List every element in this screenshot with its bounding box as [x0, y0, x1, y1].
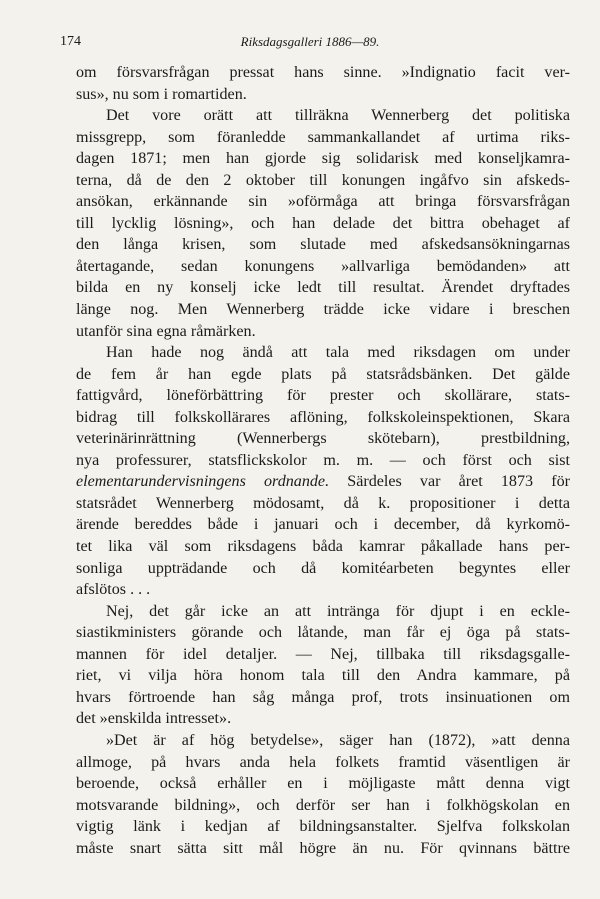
text-line: hvars förtroende han såg många prof, trots insinuationen om	[76, 688, 570, 706]
text-line: siastikministers görande och låtande, man får ej öga på stats-	[76, 624, 570, 642]
text-line: utanför sina egna råmärken.	[76, 322, 256, 340]
text-line: sus», nu som i romartiden.	[76, 85, 247, 103]
text-line: beroende, också erhåller en i möjligaste mått denna vigt	[76, 775, 570, 793]
text-line: om försvarsfrågan pressat hans sinne. »Indignatio facit ver-	[76, 64, 570, 81]
text-line: länge nog. Men Wennerberg trädde icke vidare i breschen	[76, 301, 570, 319]
page-header	[60, 34, 560, 56]
text-line: missgrepp, som föranledde sammankallandet af urtima riks-	[76, 128, 570, 146]
text-line: ärende bereddes både i januari och i december, då kyrkomö-	[76, 516, 570, 534]
text-line: nya professurer, statsflickskolor m. m. — och först och sist	[76, 451, 570, 469]
text-line: sonliga uppträdande och då komitéarbeten begyntes eller	[76, 559, 570, 577]
page-number: 174	[60, 34, 81, 49]
text-line: afslötos . . .	[76, 581, 151, 599]
text-line: vigtig länk i kedjan af bildningsanstalter. Sjelfva folkskolan	[76, 818, 570, 836]
text-line: allmoge, på hvars anda hela folkets framtid väsentligen är	[76, 753, 570, 771]
text-line: riet, vi vilja höra honom tala till den Andra kammare, på	[76, 667, 570, 685]
body-text	[76, 62, 570, 859]
text-line: veterinärinrättning (Wennerbergs skötebarn), prestbildning,	[76, 430, 570, 448]
text-line: den långa krisen, som slutade med afskedsansökningarnas	[76, 236, 570, 254]
text-line: motsvarande bildning», och derför ser han i folkhögskolan en	[76, 796, 570, 814]
emphasis-text: elementarundervisningens ordnande.	[76, 473, 330, 491]
text-line: terna, då de den 2 oktober till konungen ingåfvo sin afskeds-	[76, 171, 570, 189]
text-line: fattigvård, löneförbättring för prester och skollärare, stats-	[76, 387, 570, 405]
text-line: »Det är af hög betydelse», säger han (1872), »att denna	[106, 731, 570, 749]
text-line: Nej, det går icke an att inträngа för djupt i en eckle-	[106, 602, 570, 620]
text-line: dagen 1871; men han gjorde sig solidarisk med konseljkamra-	[76, 150, 570, 168]
text-line: de fem år han egde plats på statsrådsbänken. Det gälde	[76, 365, 570, 383]
text-line: tet lika väl som riksdagens båda kamrar påkallade hans per-	[76, 538, 570, 556]
text-line: elementarundervisningens ordnande. Särdeles var året 1873 för	[76, 473, 570, 491]
running-title: Riksdagsgalleri 1886—89.	[240, 34, 380, 49]
text-line: bidrag till folkskollärares aflöning, folkskoleinspektionen, Skara	[76, 408, 570, 426]
text-line: till lycklig lösning», och han delade det bittra obehaget af	[76, 214, 570, 232]
text-line: statsrådet Wennerberg mödosamt, då k. propositioner i detta	[76, 494, 570, 512]
text-line: måste snart sätta sitt mål högre än nu. För qvinnans bättre	[76, 839, 570, 857]
text-line: ansökan, erkännande sin »oförmåga att bringa försvarsfrågan	[76, 193, 570, 211]
text-line: det »enskilda intresset».	[76, 710, 232, 728]
text-line: mannen för idel detaljer. — Nej, tillbaka till riksdagsgalle-	[76, 645, 570, 663]
text-line: Han hade nog ändå att tala med riksdagen om under	[106, 344, 570, 362]
text-line: bilda en ny konselj icke ledt till resultat. Ärendet dryftades	[76, 279, 570, 297]
text-line: Det vore orätt att tillräkna Wennerberg det politiska	[106, 107, 570, 125]
text-line: återtagande, sedan konungens »allvarliga bemödanden» att	[76, 257, 570, 275]
